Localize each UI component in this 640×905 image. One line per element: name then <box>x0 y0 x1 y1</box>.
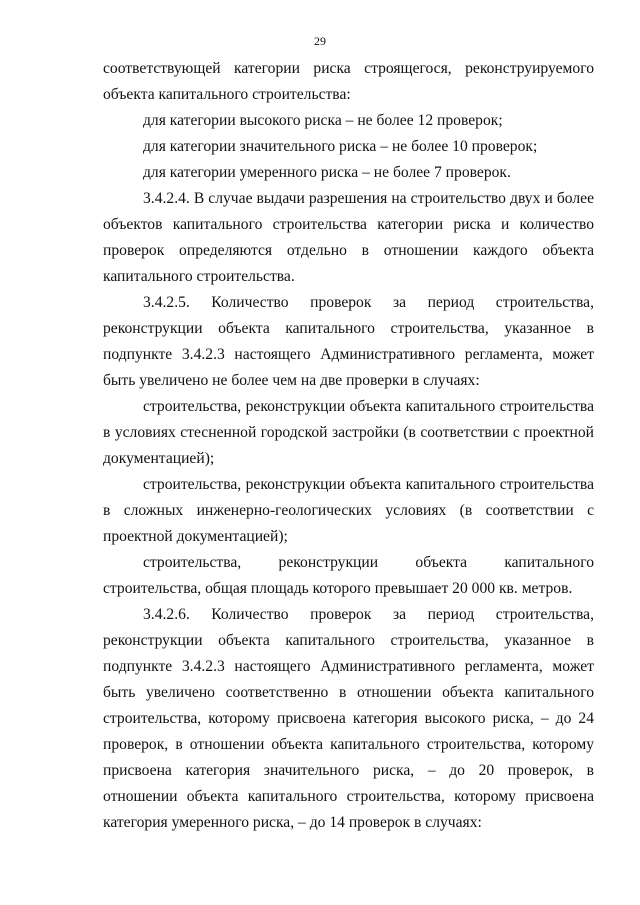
case-dense-development: строительства, реконструкции объекта капитального строительства в условиях стесненной городской застройки (в соответствии с проектной документацией); <box>103 398 594 467</box>
case-large-area: строительства, реконструкции объекта капитального строительства, общая площадь которого превышает 20 000 кв. метров. <box>103 554 594 597</box>
page-number: 29 <box>314 34 326 48</box>
case-complex-geology: строительства, реконструкции объекта капитального строительства в сложных инженерно-геологических условиях (в соответствии с проектной документацией); <box>103 476 594 545</box>
clause-3-4-2-5: 3.4.2.5. Количество проверок за период строительства, реконструкции объекта капитального строительства, указанное в подпункте 3.4.2.3 настоящего Административного регламента, может быть увеличено не более чем на две проверки в случаях: <box>103 294 594 389</box>
list-item-significant-risk: для категории значительного риска – не более 10 проверок; <box>143 138 538 155</box>
list-item-high-risk: для категории высокого риска – не более 12 проверок; <box>143 112 503 129</box>
document-body <box>103 56 594 836</box>
clause-3-4-2-6: 3.4.2.6. Количество проверок за период строительства, реконструкции объекта капитального строительства, указанное в подпункте 3.4.2.3 настоящего Административного регламента, может быть увеличено соответственно в отношении объекта капитального строительства, которому присвоена категория высокого риска, – до 24 проверок, в отношении объекта капитального строительства, которому присвоена категория значительного риска, – до 20 проверок, в отношении объекта капитального строительства, которому присвоена категория умеренного риска, – до 14 проверок в случаях: <box>103 606 594 831</box>
paragraph-continuation: соответствующей категории риска строящегося, реконструируемого объекта капитального строительства: <box>103 60 594 103</box>
clause-3-4-2-4: 3.4.2.4. В случае выдачи разрешения на строительство двух и более объектов капитального строительства категории риска и количество проверок определяются отдельно в отношении каждого объекта капитального строительства. <box>103 190 594 285</box>
list-item-moderate-risk: для категории умеренного риска – не более 7 проверок. <box>143 164 511 181</box>
